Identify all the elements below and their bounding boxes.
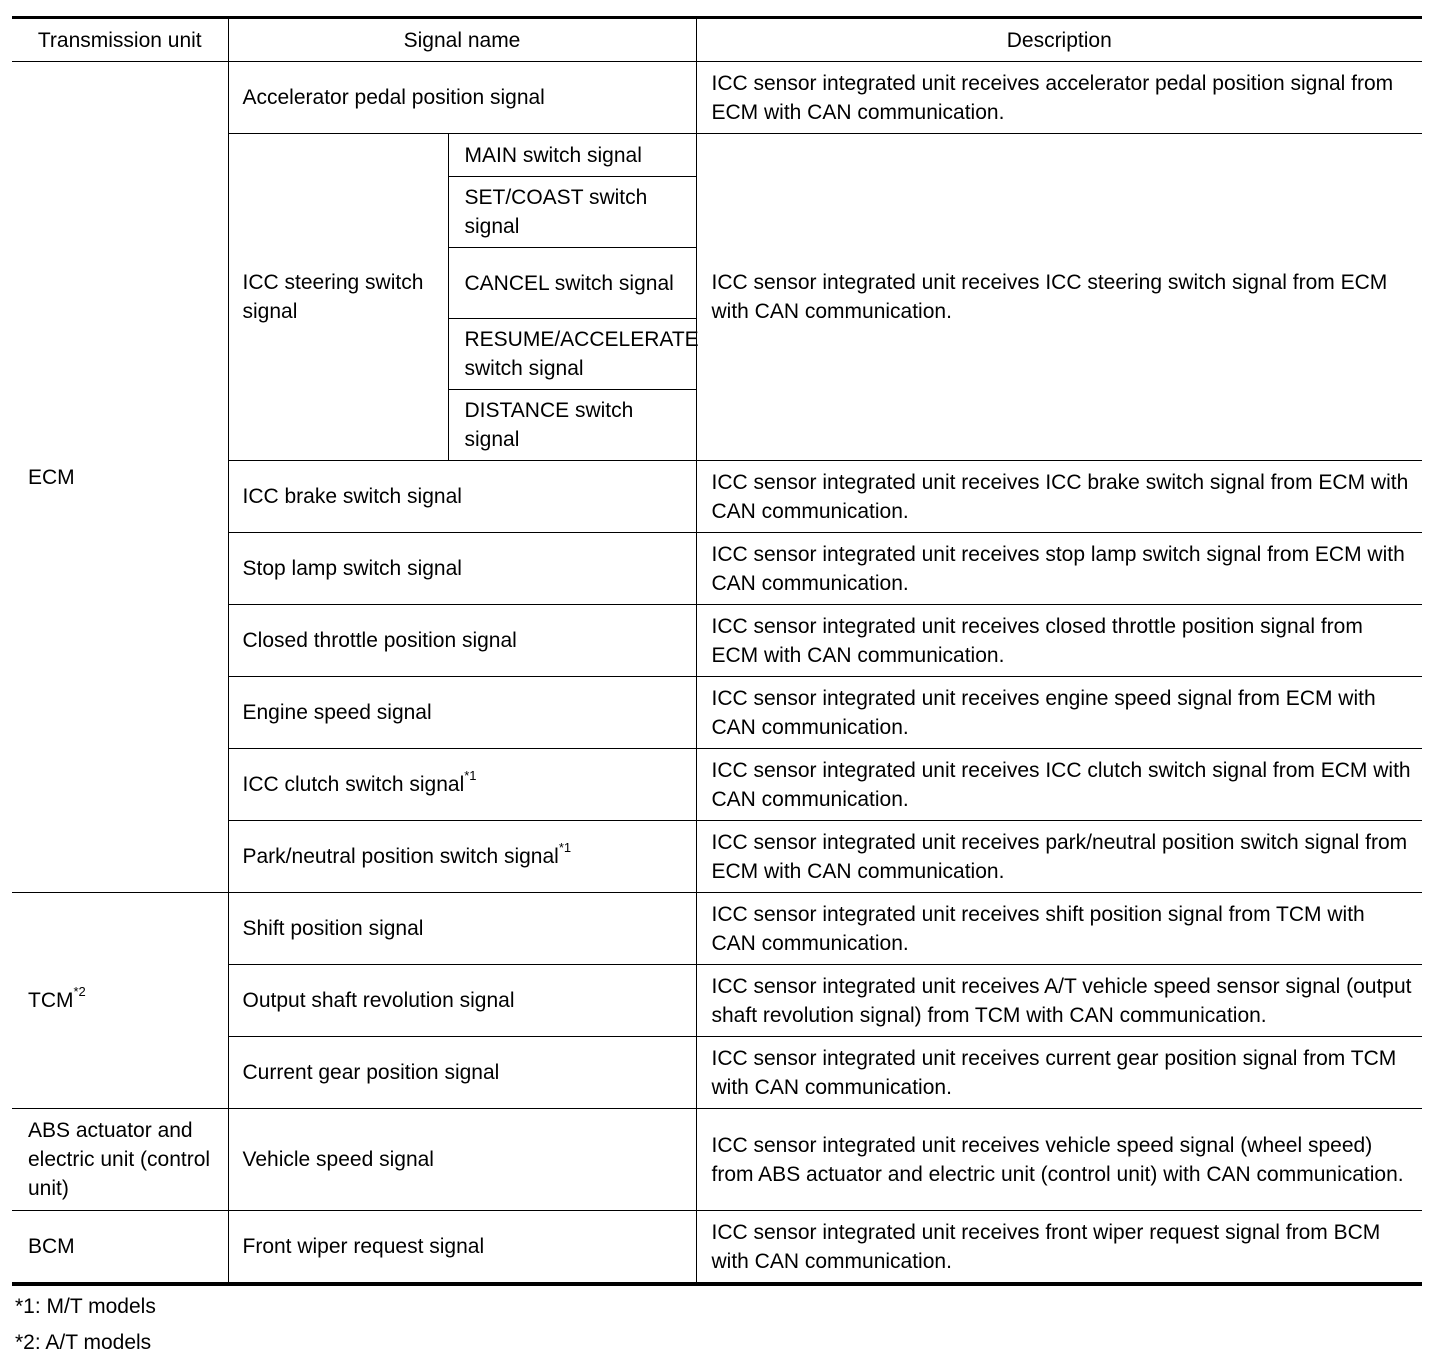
description-cell: ICC sensor integrated unit receives vehicle speed signal (wheel speed) from ABS actuator and electric unit (control unit) with CAN communication.: [696, 1109, 1422, 1211]
signal-name-cell: Output shaft revolution signal: [228, 965, 696, 1037]
description-cell: ICC sensor integrated unit receives ICC clutch switch signal from ECM with CAN communication.: [696, 749, 1422, 821]
signal-name-cell: Front wiper request signal: [228, 1211, 696, 1285]
header-signal-name: Signal name: [228, 18, 696, 62]
signal-name-cell: ICC brake switch signal: [228, 461, 696, 533]
description-cell: ICC sensor integrated unit receives accelerator pedal position signal from ECM with CAN communication.: [696, 62, 1422, 134]
table-row: [12, 62, 1422, 134]
signal-name-text: Park/neutral position switch signal: [242, 845, 559, 868]
signal-name-text: ICC clutch switch signal: [242, 773, 465, 796]
header-description: Description: [696, 18, 1422, 62]
sub-signal-cell: RESUME/ACCELERATE switch signal: [448, 319, 696, 390]
footnotes: [15, 1292, 156, 1364]
footnote-ref: *1: [464, 768, 477, 783]
description-cell: ICC sensor integrated unit receives ICC brake switch signal from ECM with CAN communication.: [696, 461, 1422, 533]
signal-name-cell: [228, 821, 696, 893]
unit-cell-bcm: BCM: [12, 1211, 228, 1285]
header-transmission-unit: Transmission unit: [12, 18, 228, 62]
signal-table-container: [12, 16, 1422, 1286]
signal-name-cell: Engine speed signal: [228, 677, 696, 749]
table-header-row: [12, 18, 1422, 62]
signal-name-cell: Vehicle speed signal: [228, 1109, 696, 1211]
unit-cell-tcm: [12, 893, 228, 1109]
description-cell: ICC sensor integrated unit receives closed throttle position signal from ECM with CAN communication.: [696, 605, 1422, 677]
unit-cell-abs: ABS actuator and electric unit (control unit): [12, 1109, 228, 1211]
signal-name-cell: [228, 749, 696, 821]
table-row: [12, 1211, 1422, 1285]
unit-cell-ecm: ECM: [12, 62, 228, 893]
unit-text: TCM: [28, 989, 74, 1012]
description-cell: ICC sensor integrated unit receives park/neutral position switch signal from ECM with CAN communication.: [696, 821, 1422, 893]
signal-name-cell: Closed throttle position signal: [228, 605, 696, 677]
description-cell: ICC sensor integrated unit receives ICC steering switch signal from ECM with CAN communication.: [696, 134, 1422, 461]
table-row: [12, 1109, 1422, 1211]
description-cell: ICC sensor integrated unit receives A/T vehicle speed sensor signal (output shaft revolution signal) from TCM with CAN communication.: [696, 965, 1422, 1037]
signal-name-cell: Accelerator pedal position signal: [228, 62, 696, 134]
sub-signal-cell: SET/COAST switch signal: [448, 177, 696, 248]
description-cell: ICC sensor integrated unit receives shift position signal from TCM with CAN communication.: [696, 893, 1422, 965]
signal-name-cell: Shift position signal: [228, 893, 696, 965]
description-cell: ICC sensor integrated unit receives front wiper request signal from BCM with CAN communication.: [696, 1211, 1422, 1285]
sub-signal-cell: MAIN switch signal: [448, 134, 696, 177]
footnote-ref: *1: [558, 840, 572, 855]
can-signal-table: [12, 16, 1422, 1286]
footnote-2: *2: A/T models: [15, 1331, 152, 1354]
signal-name-cell: ICC steering switch signal: [228, 134, 448, 461]
table-row: [12, 893, 1422, 965]
footnote-1: *1: M/T models: [15, 1295, 156, 1318]
footnote-ref: *2: [73, 984, 86, 999]
signal-name-cell: Stop lamp switch signal: [228, 533, 696, 605]
sub-signal-cell: DISTANCE switch signal: [448, 390, 696, 461]
signal-name-cell: Current gear position signal: [228, 1037, 696, 1109]
sub-signal-cell: CANCEL switch signal: [448, 248, 696, 319]
description-cell: ICC sensor integrated unit receives engine speed signal from ECM with CAN communication.: [696, 677, 1422, 749]
description-cell: ICC sensor integrated unit receives stop lamp switch signal from ECM with CAN communication.: [696, 533, 1422, 605]
description-cell: ICC sensor integrated unit receives current gear position signal from TCM with CAN communication.: [696, 1037, 1422, 1109]
